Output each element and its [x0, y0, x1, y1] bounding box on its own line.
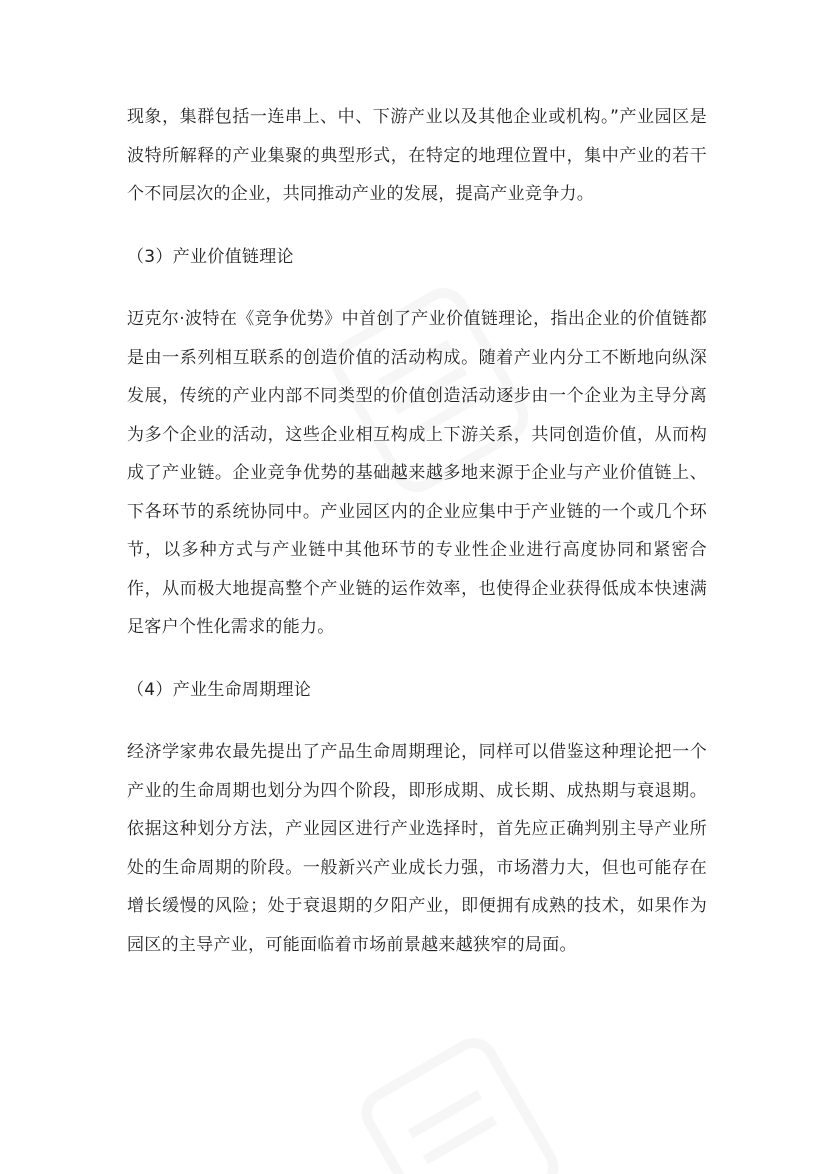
heading-value-chain-theory: （3）产业价值链理论 [127, 246, 294, 267]
heading-life-cycle-theory: （4）产业生命周期理论 [127, 679, 312, 700]
watermark-logo-icon-bottom [330, 1000, 590, 1174]
paragraph-life-cycle: 经济学家弗农最先提出了产品生命周期理论，同样可以借鉴这种理论把一个产业的生命周期也划分为四个阶段，即形成期、成长期、成热期与衰退期。依据这种划分方法，产业园区进行产业选择时，首先应正确判别主导产业所处的生命周期的阶段。一般新兴产业成长力强，市场潜力大，但也可能存在增长缓慢的风险；处于衰退期的夕阳产业，即便拥有成熟的技术，如果作为园区的主导产业，可能面临着市场前景越来越狭窄的局面。 [127, 742, 707, 955]
paragraph-value-chain: 迈克尔·波特在《竞争优势》中首创了产业价值链理论，指出企业的价值链都是由一系列相互联系的创造价值的活动构成。随着产业内分工不断地向纵深发展，传统的产业内部不同类型的价值创造活动逐步由一个企业为主导分离为多个企业的活动，这些企业相互构成上下游关系，共同创造价值，从而构成了产业链。企业竞争优势的基础越来越多地来源于企业与产业价值链上、下各环节的系统协同中。产业园区内的企业应集中于产业链的一个或几个环节，以多种方式与产业链中其他环节的专业性企业进行高度协同和紧密合作，从而极大地提高整个产业链的运作效率，也使得企业获得低成本快速满足客户个性化需求的能力。 [127, 309, 707, 637]
document-body [127, 98, 707, 964]
paragraph-industrial-cluster: 现象，集群包括一连串上、中、下游产业以及其他企业或机构。”产业园区是波特所解释的产业集聚的典型形式，在特定的地理位置中，集中产业的若干个不同层次的企业，共同推动产业的发展，提高产业竞争力。 [127, 107, 707, 204]
